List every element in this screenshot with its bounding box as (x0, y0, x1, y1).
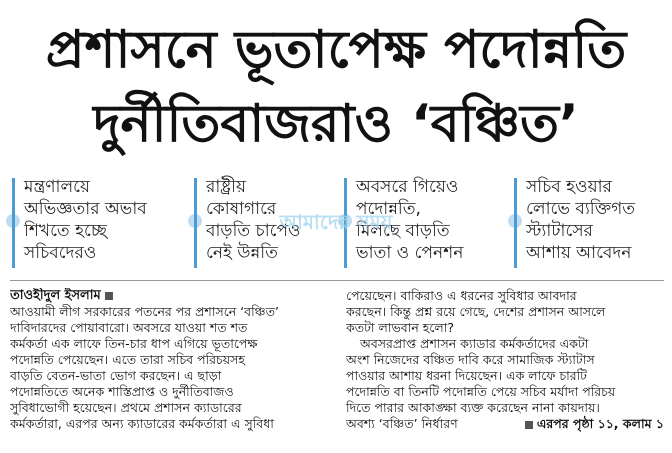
deck-2-line-2: কোষাগারে (206, 199, 277, 219)
deck-3-line-2: পদোন্নতি, (356, 199, 421, 219)
byline (10, 288, 334, 304)
deck-4-line-3: স্ট্যাটাসের (526, 221, 593, 241)
continued-jump-link[interactable] (525, 416, 664, 432)
article-column-left (10, 288, 334, 432)
deck-1-line-3: শিখতে হচ্ছে (24, 221, 107, 241)
deck-dot-icon-4 (508, 214, 522, 228)
right-last-line (346, 416, 664, 432)
left-line-4: পদোন্নতি পেয়েছেন। এতে তারা সচিব পরিচয়সহ (10, 352, 245, 367)
right-line-9: অবশ্য ‘বঞ্চিত’ নির্ধারণ (346, 416, 458, 431)
deck-4-line-4: আশায় আবেদন (526, 243, 632, 263)
byline-name: তাওহীদুল ইসলাম (10, 288, 101, 303)
deck-item-4 (514, 176, 670, 272)
deck-2-line-4: নেই উন্নতি (206, 243, 278, 263)
headline-line-2: দুর্নীতিবাজরাও ‘বঞ্চিত’ (93, 94, 579, 154)
right-line-3: কতটা লাভবান হলো? (346, 320, 454, 335)
jump-text: এরপর পৃষ্ঠা ১১, কলাম ১ (536, 416, 664, 431)
deck-item-1 (12, 176, 182, 272)
watermark-logo: আমাদের সময় (279, 210, 393, 234)
deck-1-line-2: অভিজ্ঞতার অভাব (24, 199, 147, 219)
deck-1-line-1: মন্ত্রণালয়ে (24, 177, 90, 197)
left-line-3: কর্মকর্তা এক লাফে তিন-চার ধাপ এগিয়ে ভূতাপেক্ষ (10, 336, 258, 351)
deck-3-line-1: অবসরে গিয়েও (356, 177, 459, 197)
left-line-7: সুবিধাভোগী হয়েছেন। প্রথমে প্রশাসন ক্যাডারের (10, 400, 242, 415)
left-line-5: বাড়তি বেতন-ভাতা ভোগ করছেন। এ ছাড়া (10, 368, 222, 383)
deck-dot-icon-1 (6, 214, 20, 228)
left-line-8: কর্মকর্তারা, এরপর অন্য ক্যাডারের কর্মকর্তারা এ সুবিধা (10, 416, 274, 431)
right-line-6: পাওয়ার আশায় ধরনা দিয়েছেন। এক লাফে চারটি (346, 368, 587, 383)
deck-3-line-3: মিলছে বাড়তি (356, 221, 450, 241)
jump-square-icon (525, 421, 533, 429)
deck-4-line-1: সচিব হওয়ার (526, 177, 612, 197)
deck-4-line-2: লোভে ব্যক্তিগত (526, 199, 636, 219)
right-line-2: করছেন। কিন্তু প্রশ্ন রয়ে গেছে, দেশের প্রশাসন আসলে (346, 304, 606, 319)
left-line-1: আওয়ামী লীগ সরকারের পতনের পর প্রশাসনে ‘বঞ্চিত’ (10, 304, 279, 319)
deck-dot-icon-2 (188, 214, 202, 228)
left-line-2: দাবিদারদের পোয়াবারো। অবসরে যাওয়া শত শত (10, 320, 248, 335)
right-line-7: পদোন্নতি বা তিনটি পদোন্নতি পেয়ে সচিব মর্যাদা পরিচয় (346, 384, 616, 399)
right-line-1: পেয়েছেন। বাকিরাও এ ধরনের সুবিধার আবদার (346, 288, 577, 303)
article-column-right (346, 288, 664, 432)
left-line-6: পদোন্নতিতে অনেক শাস্তিপ্রাপ্ত ও দুর্নীতিবাজও (10, 384, 234, 399)
divider-rule (10, 280, 664, 281)
deck-3-line-4: ভাতা ও পেনশন (356, 243, 464, 263)
byline-square-icon (105, 292, 113, 300)
right-line-5: অংশ নিজেদের বঞ্চিত দাবি করে সামাজিক স্ট্যাটাস (346, 352, 595, 367)
deck-2-line-3: বাড়তি চাপেও (206, 221, 301, 241)
deck-2-line-1: রাষ্ট্রীয় (206, 177, 246, 197)
headline-line-1: প্রশাসনে ভূতাপেক্ষ পদোন্নতি (45, 20, 627, 80)
deck-1-line-4: সচিবদেরও (24, 243, 97, 263)
right-line-4: অবসরপ্রাপ্ত প্রশাসন ক্যাডার কর্মকর্তাদের একটা (360, 336, 589, 351)
right-line-8: দিতে পারার আকাঙ্ক্ষা ব্যক্ত করেছেন নানা কায়দায়। (346, 400, 600, 415)
